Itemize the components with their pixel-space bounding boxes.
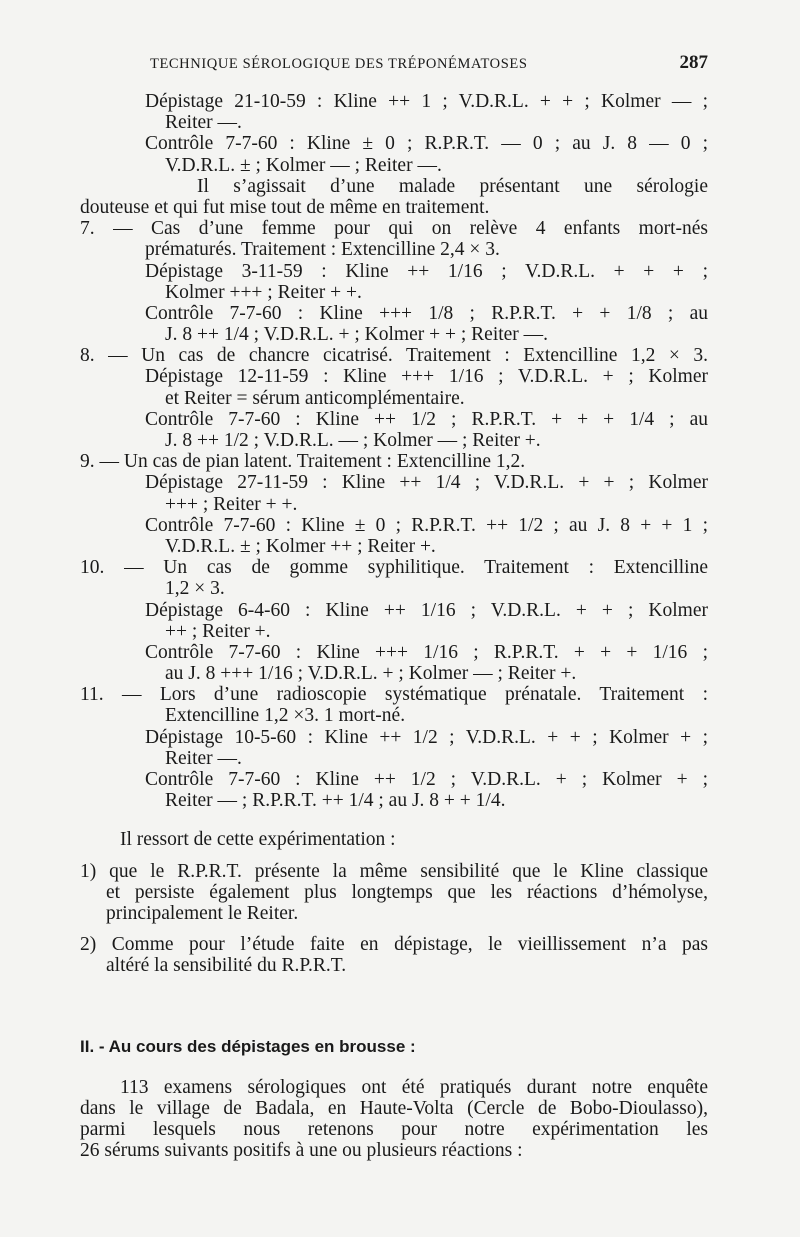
spacer	[80, 1059, 708, 1077]
text-line-l33: Contrôle 7-7-60 : Kline ++ 1/2 ; V.D.R.L. + ; Kolmer + ;	[145, 769, 708, 790]
spacer	[80, 924, 708, 934]
spacer	[80, 811, 708, 829]
text-line-l13: 8. — Un cas de chancre cicatrisé. Traitement : Extencilline 1,2 × 3.	[80, 345, 708, 367]
conclusion-item-2-line-2: altéré la sensibilité du R.P.R.T.	[106, 955, 347, 977]
section-paragraph-line-2: dans le village de Badala, en Haute-Volta (Cercle de Bobo-Dioulasso),	[80, 1097, 708, 1119]
conclusion-item-1-line-1: 1) que le R.P.R.T. présente la même sensibilité que le Kline classique	[80, 860, 708, 882]
text-line-l23: 10. — Un cas de gomme syphilitique. Traitement : Extencilline	[80, 557, 708, 579]
text-line-l16: Contrôle 7-7-60 : Kline ++ 1/2 ; R.P.R.T. + + + 1/4 ; au	[145, 408, 708, 430]
text-line-l4: V.D.R.L. ± ; Kolmer — ; Reiter —.	[165, 154, 442, 176]
text-line-l28: au J. 8 +++ 1/16 ; V.D.R.L. + ; Kolmer — ; Reiter +.	[165, 663, 577, 685]
text-line-l9: Dépistage 3-11-59 : Kline ++ 1/16 ; V.D.R.L. + + + ;	[145, 260, 708, 282]
text-line-l7: 7. — Cas d’une femme pour qui on relève 4 enfants mort-nés	[80, 218, 708, 240]
text-line-l1: Dépistage 21-10-59 : Kline ++ 1 ; V.D.R.L. + + ; Kolmer — ;	[145, 91, 708, 112]
text-line-l21: Contrôle 7-7-60 : Kline ± 0 ; R.P.R.T. ++ 1/2 ; au J. 8 + + 1 ;	[145, 514, 708, 536]
text-line-l11: Contrôle 7-7-60 : Kline +++ 1/8 ; R.P.R.T. + + 1/8 ; au	[145, 302, 708, 324]
text-line-l3: Contrôle 7-7-60 : Kline ± 0 ; R.P.R.T. — 0 ; au J. 8 — 0 ;	[145, 133, 708, 155]
page-number: 287	[679, 52, 708, 73]
text-line-l24: 1,2 × 3.	[165, 578, 225, 600]
section-heading: II. - Au cours des dépistages en brousse :	[80, 1036, 416, 1056]
running-header	[150, 52, 708, 78]
text-line-l31: Dépistage 10-5-60 : Kline ++ 1/2 ; V.D.R.L. + + ; Kolmer + ;	[145, 726, 708, 748]
text-line-l19: Dépistage 27-11-59 : Kline ++ 1/4 ; V.D.R.L. + + ; Kolmer	[145, 472, 708, 494]
text-line-l18: 9. — Un cas de pian latent. Traitement : Extencilline 1,2.	[80, 451, 526, 473]
text-line-l22: V.D.R.L. ± ; Kolmer ++ ; Reiter +.	[165, 535, 436, 557]
case-list	[80, 91, 708, 811]
text-line-l17: J. 8 ++ 1/2 ; V.D.R.L. — ; Kolmer — ; Reiter +.	[165, 430, 541, 451]
running-title: TECHNIQUE SÉROLOGIQUE DES TRÉPONÉMATOSES	[150, 56, 528, 72]
conclusion-intro: Il ressort de cette expérimentation :	[120, 829, 396, 851]
text-line-l25: Dépistage 6-4-60 : Kline ++ 1/16 ; V.D.R.L. + + ; Kolmer	[145, 599, 708, 621]
conclusion-item-1-line-2: et persiste également plus longtemps que les réactions d’hémolyse,	[106, 881, 708, 903]
text-line-l15: et Reiter = sérum anticomplémentaire.	[165, 387, 465, 409]
conclusion-item-1-line-3: principalement le Reiter.	[106, 902, 299, 924]
text-line-l10: Kolmer +++ ; Reiter + +.	[165, 281, 362, 303]
conclusion-item-2-line-1: 2) Comme pour l’étude faite en dépistage, le vieillissement n’a pas	[80, 934, 708, 956]
text-line-l8: prématurés. Traitement : Extencilline 2,4 × 3.	[145, 239, 500, 261]
text-line-l26: ++ ; Reiter +.	[165, 620, 271, 642]
text-line-l32: Reiter —.	[165, 747, 242, 769]
text-line-l5: Il s’agissait d’une malade présentant une sérologie	[197, 175, 708, 197]
text-line-l2: Reiter —.	[165, 112, 242, 134]
text-line-l12: J. 8 ++ 1/4 ; V.D.R.L. + ; Kolmer + + ; Reiter —.	[165, 324, 549, 346]
section-paragraph-line-3: parmi lesquels nous retenons pour notre expérimentation les	[80, 1118, 708, 1140]
body-text	[80, 91, 708, 1161]
text-line-l29: 11. — Lors d’une radioscopie systématique prénatale. Traitement :	[80, 684, 708, 706]
section-paragraph-line-4: 26 sérums suivants positifs à une ou plusieurs réactions :	[80, 1140, 523, 1162]
spacer	[80, 977, 708, 1017]
spacer	[80, 1017, 708, 1035]
text-line-l27: Contrôle 7-7-60 : Kline +++ 1/16 ; R.P.R.T. + + + 1/16 ;	[145, 641, 708, 663]
spacer	[80, 851, 708, 861]
section-paragraph-line-1: 113 examens sérologiques ont été pratiqués durant notre enquête	[120, 1076, 708, 1098]
text-line-l34: Reiter — ; R.P.R.T. ++ 1/4 ; au J. 8 + + 1/4.	[165, 790, 506, 812]
text-line-l14: Dépistage 12-11-59 : Kline +++ 1/16 ; V.D.R.L. + ; Kolmer	[145, 366, 708, 388]
text-line-l6: douteuse et qui fut mise tout de même en traitement.	[80, 196, 490, 218]
text-line-l30: Extencilline 1,2 ×3. 1 mort-né.	[165, 705, 406, 727]
text-line-l20: +++ ; Reiter + +.	[165, 493, 298, 515]
